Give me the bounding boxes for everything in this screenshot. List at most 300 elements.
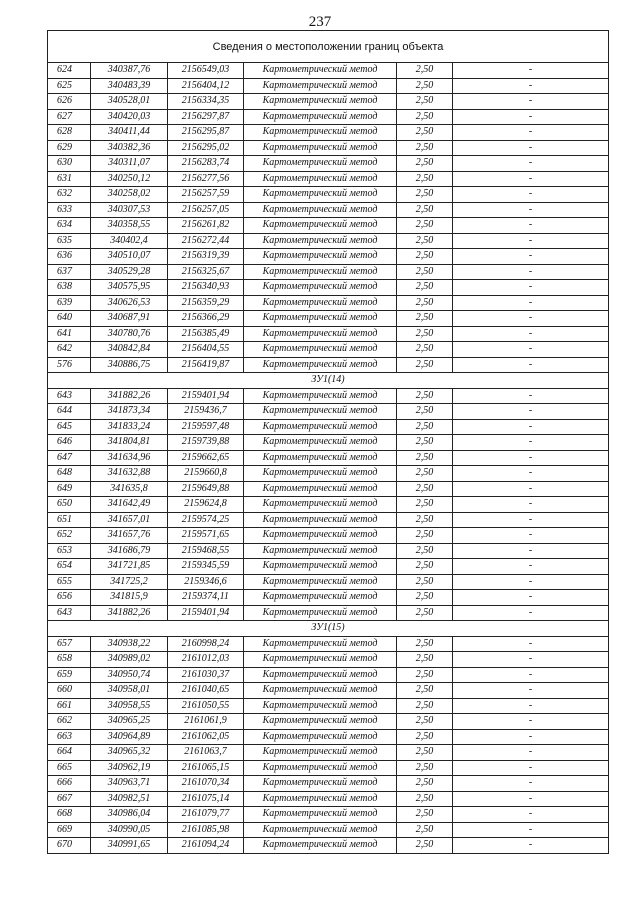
point-number-cell: 661 <box>48 698 91 714</box>
table-row <box>48 280 609 296</box>
description-cell: - <box>453 497 609 513</box>
accuracy-cell: 2,50 <box>397 807 453 823</box>
description-cell: - <box>453 404 609 420</box>
point-number-cell: 664 <box>48 745 91 761</box>
x-coordinate-cell: 340307,53 <box>91 202 168 218</box>
method-cell: Картометрический метод <box>244 667 397 683</box>
point-number-cell: 657 <box>48 636 91 652</box>
description-cell: - <box>453 63 609 79</box>
y-coordinate-cell: 2156257,05 <box>168 202 244 218</box>
y-coordinate-cell: 2156404,12 <box>168 78 244 94</box>
method-cell: Картометрический метод <box>244 419 397 435</box>
description-cell: - <box>453 559 609 575</box>
table-row <box>48 187 609 203</box>
y-coordinate-cell: 2156419,87 <box>168 357 244 373</box>
point-number-cell: 659 <box>48 667 91 683</box>
table-body <box>48 31 609 854</box>
table-row <box>48 466 609 482</box>
method-cell: Картометрический метод <box>244 512 397 528</box>
method-cell: Картометрический метод <box>244 729 397 745</box>
method-cell: Картометрический метод <box>244 125 397 141</box>
method-cell: Картометрический метод <box>244 574 397 590</box>
table-row <box>48 78 609 94</box>
table-row <box>48 605 609 621</box>
accuracy-cell: 2,50 <box>397 94 453 110</box>
y-coordinate-cell: 2161062,05 <box>168 729 244 745</box>
accuracy-cell: 2,50 <box>397 249 453 265</box>
method-cell: Картометрический метод <box>244 590 397 606</box>
accuracy-cell: 2,50 <box>397 171 453 187</box>
x-coordinate-cell: 340510,07 <box>91 249 168 265</box>
y-coordinate-cell: 2161079,77 <box>168 807 244 823</box>
accuracy-cell: 2,50 <box>397 342 453 358</box>
accuracy-cell: 2,50 <box>397 636 453 652</box>
accuracy-cell: 2,50 <box>397 776 453 792</box>
x-coordinate-cell: 340965,25 <box>91 714 168 730</box>
method-cell: Картометрический метод <box>244 791 397 807</box>
method-cell: Картометрический метод <box>244 326 397 342</box>
x-coordinate-cell: 340962,19 <box>91 760 168 776</box>
y-coordinate-cell: 2159649,88 <box>168 481 244 497</box>
section-header-row <box>48 373 609 389</box>
point-number-cell: 670 <box>48 838 91 854</box>
y-coordinate-cell: 2159345,59 <box>168 559 244 575</box>
method-cell: Картометрический метод <box>244 109 397 125</box>
method-cell: Картометрический метод <box>244 187 397 203</box>
table-row <box>48 156 609 172</box>
y-coordinate-cell: 2156297,87 <box>168 109 244 125</box>
point-number-cell: 649 <box>48 481 91 497</box>
x-coordinate-cell: 340420,03 <box>91 109 168 125</box>
accuracy-cell: 2,50 <box>397 295 453 311</box>
point-number-cell: 656 <box>48 590 91 606</box>
x-coordinate-cell: 340529,28 <box>91 264 168 280</box>
x-coordinate-cell: 340250,12 <box>91 171 168 187</box>
accuracy-cell: 2,50 <box>397 187 453 203</box>
point-number-cell: 652 <box>48 528 91 544</box>
point-number-cell: 636 <box>48 249 91 265</box>
method-cell: Картометрический метод <box>244 683 397 699</box>
y-coordinate-cell: 2156283,74 <box>168 156 244 172</box>
x-coordinate-cell: 340358,55 <box>91 218 168 234</box>
x-coordinate-cell: 340991,65 <box>91 838 168 854</box>
accuracy-cell: 2,50 <box>397 683 453 699</box>
point-number-cell: 632 <box>48 187 91 203</box>
y-coordinate-cell: 2159346,6 <box>168 574 244 590</box>
accuracy-cell: 2,50 <box>397 450 453 466</box>
accuracy-cell: 2,50 <box>397 760 453 776</box>
y-coordinate-cell: 2156340,93 <box>168 280 244 296</box>
section-label: ЗУ1(15) <box>48 621 609 637</box>
x-coordinate-cell: 340780,76 <box>91 326 168 342</box>
y-coordinate-cell: 2161085,98 <box>168 822 244 838</box>
accuracy-cell: 2,50 <box>397 419 453 435</box>
method-cell: Картометрический метод <box>244 404 397 420</box>
table-row <box>48 435 609 451</box>
y-coordinate-cell: 2161075,14 <box>168 791 244 807</box>
method-cell: Картометрический метод <box>244 249 397 265</box>
point-number-cell: 626 <box>48 94 91 110</box>
accuracy-cell: 2,50 <box>397 109 453 125</box>
accuracy-cell: 2,50 <box>397 466 453 482</box>
x-coordinate-cell: 340483,39 <box>91 78 168 94</box>
point-number-cell: 637 <box>48 264 91 280</box>
table-row <box>48 233 609 249</box>
description-cell: - <box>453 729 609 745</box>
method-cell: Картометрический метод <box>244 264 397 280</box>
table-row <box>48 698 609 714</box>
table-row <box>48 295 609 311</box>
y-coordinate-cell: 2156295,87 <box>168 125 244 141</box>
section-header-row <box>48 621 609 637</box>
method-cell: Картометрический метод <box>244 559 397 575</box>
description-cell: - <box>453 249 609 265</box>
description-cell: - <box>453 326 609 342</box>
table-row <box>48 264 609 280</box>
accuracy-cell: 2,50 <box>397 652 453 668</box>
accuracy-cell: 2,50 <box>397 791 453 807</box>
y-coordinate-cell: 2161012,03 <box>168 652 244 668</box>
table-row <box>48 528 609 544</box>
point-number-cell: 643 <box>48 605 91 621</box>
point-number-cell: 654 <box>48 559 91 575</box>
method-cell: Картометрический метод <box>244 466 397 482</box>
y-coordinate-cell: 2159662,65 <box>168 450 244 466</box>
table-row <box>48 202 609 218</box>
x-coordinate-cell: 340958,55 <box>91 698 168 714</box>
accuracy-cell: 2,50 <box>397 822 453 838</box>
method-cell: Картометрический метод <box>244 435 397 451</box>
y-coordinate-cell: 2156366,29 <box>168 311 244 327</box>
x-coordinate-cell: 341815,9 <box>91 590 168 606</box>
y-coordinate-cell: 2159597,48 <box>168 419 244 435</box>
point-number-cell: 653 <box>48 543 91 559</box>
method-cell: Картометрический метод <box>244 528 397 544</box>
y-coordinate-cell: 2156385,49 <box>168 326 244 342</box>
description-cell: - <box>453 156 609 172</box>
y-coordinate-cell: 2159401,94 <box>168 388 244 404</box>
table-row <box>48 218 609 234</box>
point-number-cell: 627 <box>48 109 91 125</box>
description-cell: - <box>453 652 609 668</box>
x-coordinate-cell: 341882,26 <box>91 605 168 621</box>
method-cell: Картометрический метод <box>244 481 397 497</box>
method-cell: Картометрический метод <box>244 807 397 823</box>
point-number-cell: 642 <box>48 342 91 358</box>
description-cell: - <box>453 745 609 761</box>
description-cell: - <box>453 574 609 590</box>
description-cell: - <box>453 791 609 807</box>
description-cell: - <box>453 838 609 854</box>
description-cell: - <box>453 419 609 435</box>
x-coordinate-cell: 340382,36 <box>91 140 168 156</box>
x-coordinate-cell: 341632,88 <box>91 466 168 482</box>
accuracy-cell: 2,50 <box>397 543 453 559</box>
table-row <box>48 357 609 373</box>
method-cell: Картометрический метод <box>244 497 397 513</box>
point-number-cell: 631 <box>48 171 91 187</box>
page-number: 237 <box>308 14 332 30</box>
accuracy-cell: 2,50 <box>397 78 453 94</box>
description-cell: - <box>453 481 609 497</box>
y-coordinate-cell: 2156272,44 <box>168 233 244 249</box>
y-coordinate-cell: 2156325,67 <box>168 264 244 280</box>
accuracy-cell: 2,50 <box>397 233 453 249</box>
y-coordinate-cell: 2161070,34 <box>168 776 244 792</box>
description-cell: - <box>453 512 609 528</box>
method-cell: Картометрический метод <box>244 388 397 404</box>
description-cell: - <box>453 776 609 792</box>
y-coordinate-cell: 2159660,8 <box>168 466 244 482</box>
point-number-cell: 667 <box>48 791 91 807</box>
x-coordinate-cell: 341833,24 <box>91 419 168 435</box>
table-row <box>48 729 609 745</box>
accuracy-cell: 2,50 <box>397 435 453 451</box>
point-number-cell: 669 <box>48 822 91 838</box>
point-number-cell: 651 <box>48 512 91 528</box>
accuracy-cell: 2,50 <box>397 481 453 497</box>
x-coordinate-cell: 340411,44 <box>91 125 168 141</box>
y-coordinate-cell: 2156319,39 <box>168 249 244 265</box>
x-coordinate-cell: 340964,89 <box>91 729 168 745</box>
point-number-cell: 630 <box>48 156 91 172</box>
accuracy-cell: 2,50 <box>397 745 453 761</box>
method-cell: Картометрический метод <box>244 94 397 110</box>
table-row <box>48 791 609 807</box>
x-coordinate-cell: 340965,32 <box>91 745 168 761</box>
x-coordinate-cell: 340990,05 <box>91 822 168 838</box>
table-row <box>48 590 609 606</box>
point-number-cell: 628 <box>48 125 91 141</box>
description-cell: - <box>453 233 609 249</box>
description-cell: - <box>453 528 609 544</box>
table-row <box>48 497 609 513</box>
accuracy-cell: 2,50 <box>397 311 453 327</box>
y-coordinate-cell: 2161063,7 <box>168 745 244 761</box>
point-number-cell: 668 <box>48 807 91 823</box>
x-coordinate-cell: 340575,95 <box>91 280 168 296</box>
accuracy-cell: 2,50 <box>397 404 453 420</box>
accuracy-cell: 2,50 <box>397 264 453 280</box>
description-cell: - <box>453 466 609 482</box>
x-coordinate-cell: 341721,85 <box>91 559 168 575</box>
y-coordinate-cell: 2159401,94 <box>168 605 244 621</box>
accuracy-cell: 2,50 <box>397 714 453 730</box>
table-row <box>48 776 609 792</box>
point-number-cell: 639 <box>48 295 91 311</box>
y-coordinate-cell: 2161065,15 <box>168 760 244 776</box>
table-row <box>48 63 609 79</box>
x-coordinate-cell: 340982,51 <box>91 791 168 807</box>
accuracy-cell: 2,50 <box>397 497 453 513</box>
y-coordinate-cell: 2159574,25 <box>168 512 244 528</box>
accuracy-cell: 2,50 <box>397 605 453 621</box>
method-cell: Картометрический метод <box>244 295 397 311</box>
x-coordinate-cell: 340387,76 <box>91 63 168 79</box>
method-cell: Картометрический метод <box>244 605 397 621</box>
x-coordinate-cell: 341634,96 <box>91 450 168 466</box>
description-cell: - <box>453 125 609 141</box>
y-coordinate-cell: 2159468,55 <box>168 543 244 559</box>
y-coordinate-cell: 2161061,9 <box>168 714 244 730</box>
description-cell: - <box>453 822 609 838</box>
x-coordinate-cell: 340311,07 <box>91 156 168 172</box>
method-cell: Картометрический метод <box>244 714 397 730</box>
table-row <box>48 326 609 342</box>
x-coordinate-cell: 340989,02 <box>91 652 168 668</box>
point-number-cell: 645 <box>48 419 91 435</box>
table-title-row <box>48 31 609 63</box>
table-row <box>48 636 609 652</box>
y-coordinate-cell: 2161094,24 <box>168 838 244 854</box>
method-cell: Картометрический метод <box>244 202 397 218</box>
point-number-cell: 658 <box>48 652 91 668</box>
accuracy-cell: 2,50 <box>397 574 453 590</box>
table-row <box>48 543 609 559</box>
description-cell: - <box>453 605 609 621</box>
description-cell: - <box>453 140 609 156</box>
x-coordinate-cell: 340986,04 <box>91 807 168 823</box>
method-cell: Картометрический метод <box>244 311 397 327</box>
accuracy-cell: 2,50 <box>397 838 453 854</box>
accuracy-cell: 2,50 <box>397 667 453 683</box>
method-cell: Картометрический метод <box>244 280 397 296</box>
point-number-cell: 576 <box>48 357 91 373</box>
table-row <box>48 559 609 575</box>
y-coordinate-cell: 2156277,56 <box>168 171 244 187</box>
x-coordinate-cell: 340842,84 <box>91 342 168 358</box>
description-cell: - <box>453 807 609 823</box>
table-row <box>48 311 609 327</box>
description-cell: - <box>453 357 609 373</box>
point-number-cell: 655 <box>48 574 91 590</box>
table-row <box>48 481 609 497</box>
table-row <box>48 822 609 838</box>
x-coordinate-cell: 341686,79 <box>91 543 168 559</box>
accuracy-cell: 2,50 <box>397 512 453 528</box>
table-row <box>48 714 609 730</box>
y-coordinate-cell: 2159374,11 <box>168 590 244 606</box>
description-cell: - <box>453 311 609 327</box>
table-row <box>48 388 609 404</box>
y-coordinate-cell: 2160998,24 <box>168 636 244 652</box>
y-coordinate-cell: 2156549,03 <box>168 63 244 79</box>
x-coordinate-cell: 341635,8 <box>91 481 168 497</box>
table-title: Сведения о местоположении границ объекта <box>48 31 609 63</box>
description-cell: - <box>453 760 609 776</box>
description-cell: - <box>453 636 609 652</box>
method-cell: Картометрический метод <box>244 156 397 172</box>
point-number-cell: 629 <box>48 140 91 156</box>
y-coordinate-cell: 2161040,65 <box>168 683 244 699</box>
method-cell: Картометрический метод <box>244 760 397 776</box>
description-cell: - <box>453 280 609 296</box>
x-coordinate-cell: 340402,4 <box>91 233 168 249</box>
description-cell: - <box>453 698 609 714</box>
y-coordinate-cell: 2161030,37 <box>168 667 244 683</box>
point-number-cell: 665 <box>48 760 91 776</box>
description-cell: - <box>453 94 609 110</box>
x-coordinate-cell: 341882,26 <box>91 388 168 404</box>
method-cell: Картометрический метод <box>244 652 397 668</box>
table-row <box>48 807 609 823</box>
y-coordinate-cell: 2159571,65 <box>168 528 244 544</box>
method-cell: Картометрический метод <box>244 218 397 234</box>
method-cell: Картометрический метод <box>244 636 397 652</box>
method-cell: Картометрический метод <box>244 450 397 466</box>
y-coordinate-cell: 2156404,55 <box>168 342 244 358</box>
x-coordinate-cell: 341642,49 <box>91 497 168 513</box>
method-cell: Картометрический метод <box>244 745 397 761</box>
point-number-cell: 644 <box>48 404 91 420</box>
accuracy-cell: 2,50 <box>397 202 453 218</box>
method-cell: Картометрический метод <box>244 776 397 792</box>
table-row <box>48 450 609 466</box>
method-cell: Картометрический метод <box>244 233 397 249</box>
y-coordinate-cell: 2159624,8 <box>168 497 244 513</box>
y-coordinate-cell: 2161050,55 <box>168 698 244 714</box>
table-row <box>48 125 609 141</box>
description-cell: - <box>453 342 609 358</box>
y-coordinate-cell: 2156359,29 <box>168 295 244 311</box>
accuracy-cell: 2,50 <box>397 590 453 606</box>
point-number-cell: 647 <box>48 450 91 466</box>
accuracy-cell: 2,50 <box>397 528 453 544</box>
description-cell: - <box>453 202 609 218</box>
description-cell: - <box>453 667 609 683</box>
table-row <box>48 652 609 668</box>
y-coordinate-cell: 2156261,82 <box>168 218 244 234</box>
x-coordinate-cell: 341873,34 <box>91 404 168 420</box>
method-cell: Картометрический метод <box>244 342 397 358</box>
table-row <box>48 249 609 265</box>
accuracy-cell: 2,50 <box>397 559 453 575</box>
x-coordinate-cell: 340958,01 <box>91 683 168 699</box>
x-coordinate-cell: 340687,91 <box>91 311 168 327</box>
table-row <box>48 574 609 590</box>
description-cell: - <box>453 78 609 94</box>
table-row <box>48 94 609 110</box>
table-row <box>48 419 609 435</box>
boundary-coordinates-table <box>47 30 609 854</box>
y-coordinate-cell: 2159436,7 <box>168 404 244 420</box>
description-cell: - <box>453 388 609 404</box>
point-number-cell: 660 <box>48 683 91 699</box>
point-number-cell: 624 <box>48 63 91 79</box>
y-coordinate-cell: 2156295,02 <box>168 140 244 156</box>
point-number-cell: 663 <box>48 729 91 745</box>
accuracy-cell: 2,50 <box>397 357 453 373</box>
description-cell: - <box>453 109 609 125</box>
method-cell: Картометрический метод <box>244 822 397 838</box>
table-row <box>48 745 609 761</box>
accuracy-cell: 2,50 <box>397 156 453 172</box>
method-cell: Картометрический метод <box>244 838 397 854</box>
table-row <box>48 109 609 125</box>
point-number-cell: 634 <box>48 218 91 234</box>
point-number-cell: 650 <box>48 497 91 513</box>
description-cell: - <box>453 264 609 280</box>
accuracy-cell: 2,50 <box>397 388 453 404</box>
x-coordinate-cell: 340528,01 <box>91 94 168 110</box>
method-cell: Картометрический метод <box>244 543 397 559</box>
x-coordinate-cell: 340950,74 <box>91 667 168 683</box>
accuracy-cell: 2,50 <box>397 280 453 296</box>
x-coordinate-cell: 341657,76 <box>91 528 168 544</box>
point-number-cell: 666 <box>48 776 91 792</box>
description-cell: - <box>453 714 609 730</box>
point-number-cell: 638 <box>48 280 91 296</box>
